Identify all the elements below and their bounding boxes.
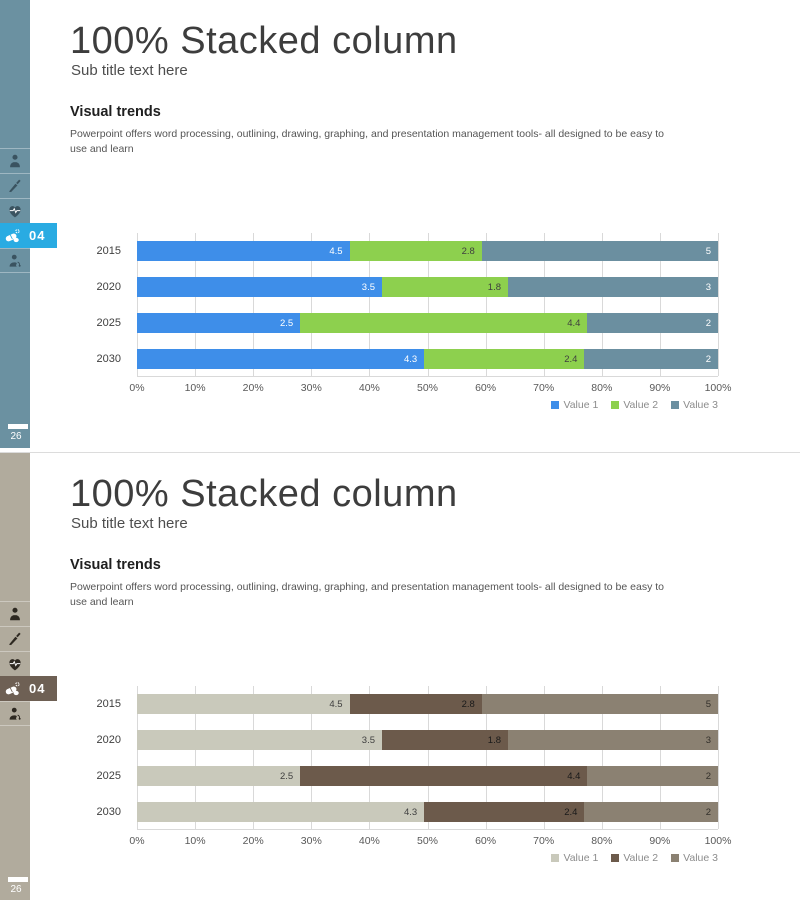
- legend-swatch: [671, 401, 679, 409]
- bar-value-label: 2: [705, 353, 711, 365]
- bar-segment: [587, 766, 718, 786]
- bar-value-label: 4.5: [329, 698, 343, 710]
- x-tick-label: 90%: [649, 382, 671, 394]
- x-tick-label: 30%: [300, 382, 322, 394]
- bar-segment: [482, 694, 718, 714]
- x-tick-label: 50%: [416, 382, 439, 394]
- bar-value-label: 4.3: [403, 806, 418, 818]
- bar-segment: [350, 694, 482, 714]
- scalpel-icon: [0, 173, 30, 198]
- legend-label: Value 2: [623, 852, 659, 864]
- doctor-icon: [0, 601, 30, 626]
- heart-pulse-icon: [0, 198, 30, 223]
- legend-item: [551, 852, 598, 864]
- bar-value-label: 1.8: [487, 734, 501, 746]
- legend-swatch: [551, 401, 559, 409]
- badge-number: 04: [29, 228, 46, 243]
- bar-segment: [482, 241, 718, 261]
- slide-subtitle: Sub title text here: [71, 515, 188, 532]
- x-tick-label: 10%: [184, 835, 206, 847]
- legend-label: Value 3: [683, 852, 718, 864]
- bar-segment: [137, 277, 382, 297]
- bar-segment: [424, 349, 584, 369]
- legend-swatch: [551, 854, 559, 862]
- legend-swatch: [611, 854, 619, 862]
- bar-value-label: 2.8: [461, 245, 475, 257]
- slide-subtitle: Sub title text here: [71, 62, 188, 79]
- category-label: 2025: [96, 770, 121, 782]
- x-tick-label: 20%: [242, 835, 264, 847]
- x-tick-label: 70%: [533, 835, 555, 847]
- legend-item: [671, 852, 718, 864]
- page-marker: [8, 877, 28, 882]
- pills-icon: [3, 679, 23, 699]
- page-number: 26: [10, 431, 22, 442]
- chart-category-labels: [85, 686, 129, 830]
- bar-value-label: 1.8: [487, 281, 501, 293]
- bar-segment: [300, 766, 587, 786]
- x-tick-label: 10%: [184, 382, 206, 394]
- section-badge: [0, 676, 57, 701]
- heart-pulse-icon: [0, 651, 30, 676]
- bar-segment: [350, 241, 482, 261]
- bar-segment: [584, 349, 718, 369]
- doctor-icon: [0, 148, 30, 173]
- bar-segment: [137, 766, 300, 786]
- body-text: Powerpoint offers word processing, outlining, drawing, graphing, and presentation management tools- all designed to be easy to use and learn: [70, 581, 665, 609]
- bar-value-label: 4.3: [403, 353, 418, 365]
- slide-2: [0, 452, 800, 900]
- page-number: 26: [10, 884, 22, 895]
- bar-value-label: 2.4: [564, 353, 578, 365]
- stacked-bar-chart: [0, 686, 732, 864]
- bar-value-label: 5: [705, 698, 711, 710]
- legend-item: [611, 399, 658, 411]
- x-tick-label: 0%: [129, 835, 145, 847]
- bar-value-label: 2: [705, 806, 711, 818]
- bar-segment: [587, 313, 718, 333]
- x-tick-label: 40%: [358, 835, 380, 847]
- chart-x-axis: [129, 835, 732, 849]
- bar-value-label: 4.4: [567, 317, 581, 329]
- slide-title: 100% Stacked column: [70, 473, 458, 515]
- x-tick-label: 40%: [358, 382, 380, 394]
- bar-segment: [300, 313, 587, 333]
- chart-plot: [137, 686, 718, 830]
- category-label: 2015: [96, 245, 121, 257]
- x-tick-label: 100%: [704, 835, 732, 847]
- badge-number: 04: [29, 681, 46, 696]
- chart-legend: [551, 399, 718, 411]
- bar-value-label: 2.4: [564, 806, 578, 818]
- bar-value-label: 4.5: [329, 245, 343, 257]
- x-tick-label: 100%: [704, 382, 732, 394]
- x-tick-label: 50%: [416, 835, 439, 847]
- x-tick-label: 70%: [533, 382, 555, 394]
- section-heading: Visual trends: [70, 104, 161, 120]
- bar-value-label: 3: [705, 281, 711, 293]
- bar-segment: [382, 277, 508, 297]
- bar-segment: [424, 802, 584, 822]
- bar-value-label: 3: [705, 734, 711, 746]
- legend-label: Value 1: [563, 852, 599, 864]
- legend-item: [671, 399, 718, 411]
- x-tick-label: 80%: [591, 835, 613, 847]
- category-label: 2015: [96, 698, 121, 710]
- bar-segment: [137, 349, 424, 369]
- x-tick-label: 0%: [129, 382, 145, 394]
- slide-1: [0, 0, 800, 448]
- bar-segment: [137, 802, 424, 822]
- legend-swatch: [671, 854, 679, 862]
- sidebar: [0, 453, 46, 900]
- x-tick-label: 30%: [300, 835, 322, 847]
- bar-value-label: 2.5: [279, 317, 294, 329]
- category-label: 2030: [96, 806, 121, 818]
- legend-label: Value 2: [623, 399, 659, 411]
- legend-item: [551, 399, 598, 411]
- legend-label: Value 3: [683, 399, 718, 411]
- chart-legend: [551, 852, 718, 864]
- category-label: 2030: [96, 353, 121, 365]
- pills-icon: [3, 226, 23, 246]
- legend-label: Value 1: [563, 399, 599, 411]
- scalpel-icon: [0, 626, 30, 651]
- legend-swatch: [611, 401, 619, 409]
- stacked-bar-chart: [0, 233, 732, 411]
- bar-value-label: 2: [705, 317, 711, 329]
- bar-segment: [137, 313, 300, 333]
- sidebar: [0, 0, 46, 448]
- bar-segment: [137, 730, 382, 750]
- page-marker: [8, 424, 28, 429]
- bar-segment: [382, 730, 508, 750]
- bar-value-label: 2.5: [279, 770, 294, 782]
- bar-segment: [508, 277, 718, 297]
- bar-segment: [584, 802, 718, 822]
- bar-segment: [137, 694, 350, 714]
- bar-value-label: 5: [705, 245, 711, 257]
- x-tick-label: 60%: [475, 835, 497, 847]
- bar-segment: [508, 730, 718, 750]
- x-tick-label: 20%: [242, 382, 264, 394]
- bar-value-label: 2: [705, 770, 711, 782]
- x-tick-label: 80%: [591, 382, 613, 394]
- bar-value-label: 3.5: [361, 734, 375, 746]
- bar-segment: [137, 241, 350, 261]
- chart-x-axis: [129, 382, 732, 396]
- section-heading: Visual trends: [70, 557, 161, 573]
- category-label: 2025: [96, 317, 121, 329]
- section-badge: [0, 223, 57, 248]
- chart-plot: [137, 233, 718, 377]
- bar-value-label: 2.8: [461, 698, 475, 710]
- x-tick-label: 90%: [649, 835, 671, 847]
- bar-value-label: 3.5: [361, 281, 375, 293]
- category-label: 2020: [96, 281, 121, 293]
- legend-item: [611, 852, 658, 864]
- chart-category-labels: [85, 233, 129, 377]
- x-tick-label: 60%: [475, 382, 497, 394]
- category-label: 2020: [96, 734, 121, 746]
- gridline: [718, 686, 719, 829]
- bar-value-label: 4.4: [567, 770, 581, 782]
- slide-title: 100% Stacked column: [70, 20, 458, 62]
- body-text: Powerpoint offers word processing, outlining, drawing, graphing, and presentation management tools- all designed to be easy to use and learn: [70, 128, 665, 156]
- gridline: [718, 233, 719, 376]
